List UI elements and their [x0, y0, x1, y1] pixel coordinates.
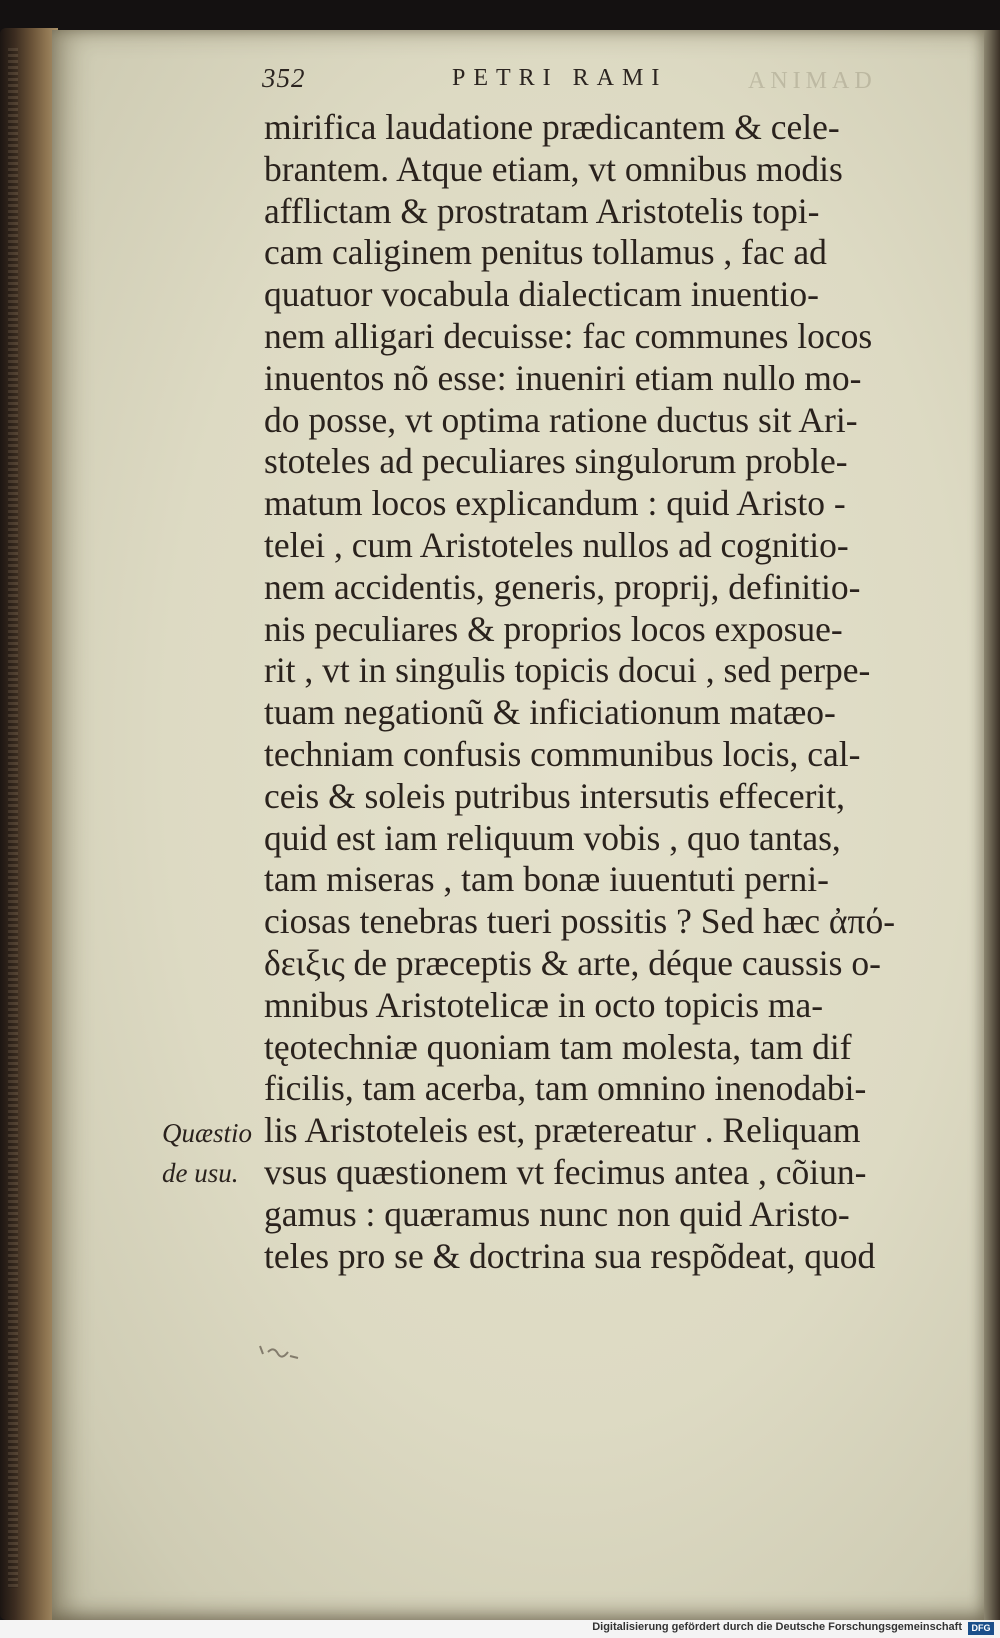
text-line: telei , cum Aristoteles nullos ad cognitio-	[264, 524, 849, 565]
text-line: stoteles ad peculiares singulorum proble-	[264, 441, 848, 482]
footer-credit: Digitalisierung gefördert durch die Deutsche Forschungsgemeinschaft	[592, 1621, 962, 1633]
book-spine-edge	[0, 28, 58, 1620]
text-line: techniam confusis communibus locis, cal-	[264, 733, 861, 774]
scan-top-border	[0, 0, 1000, 32]
text-line: matum locos explicandum : quid Aristo -	[264, 483, 846, 524]
ink-blot-mark	[256, 1340, 304, 1364]
page-number: 352	[262, 63, 306, 93]
show-through-text: ANIMAD	[748, 68, 877, 94]
text-line: ceis & soleis putribus intersutis effecerit,	[264, 775, 846, 816]
text-line: vsus quæstionem vt fecimus antea , cõiun-	[264, 1151, 867, 1192]
text-line: quid est iam reliquum vobis , quo tantas,	[264, 817, 841, 858]
running-head	[262, 63, 902, 103]
text-line: brantem. Atque etiam, vt omnibus modis	[264, 148, 843, 189]
marginal-note-line: de usu.	[162, 1158, 239, 1188]
text-line: cam caliginem penitus tollamus , fac ad	[264, 232, 827, 273]
digitization-footer	[0, 1620, 1000, 1638]
body-text	[264, 107, 904, 1277]
text-line: afflictam & prostratam Aristotelis topi-	[264, 190, 820, 231]
text-line: tuam negationũ & inficiationum matæo-	[264, 692, 836, 733]
text-line: ficilis, tam acerba, tam omnino inenodabi-	[264, 1068, 867, 1109]
dfg-logo: DFG	[968, 1622, 994, 1635]
text-line: inuentos nõ esse: inueniri etiam nullo mo-	[264, 357, 862, 398]
text-line: mnibus Aristotelicæ in octo topicis ma-	[264, 984, 824, 1025]
text-line: nem alligari decuisse: fac communes locos	[264, 315, 873, 356]
page-right-edge	[984, 30, 1000, 1620]
text-line: do posse, vt optima ratione ductus sit Ari-	[264, 399, 858, 440]
text-line: quatuor vocabula dialecticam inuentio-	[264, 274, 819, 315]
text-line: tam miseras , tam bonæ iuuentuti perni-	[264, 859, 829, 900]
text-line: nem accidentis, generis, proprij, definitio-	[264, 566, 861, 607]
text-line: rit , vt in singulis topicis docui , sed perpe-	[264, 650, 871, 691]
text-line: gamus : quæramus nunc non quid Aristo-	[264, 1193, 850, 1234]
marginal-note	[162, 1113, 260, 1193]
running-title: PETRI RAMI	[452, 65, 668, 91]
marginal-note-line: Quæstio	[162, 1118, 253, 1148]
text-line: nis peculiares & proprios locos exposue-	[264, 608, 843, 649]
text-line: ciosas tenebras tueri possitis ? Sed hæc ἀπό-	[264, 901, 896, 942]
text-line: mirifica laudatione prædicantem & cele-	[264, 107, 840, 147]
text-line: tęotechniæ quoniam tam molesta, tam dif	[264, 1026, 852, 1067]
text-line: lis Aristoteleis est, prætereatur . Reliquam	[264, 1110, 861, 1151]
text-line: δειξις de præceptis & arte, déque caussis o-	[264, 942, 881, 983]
text-line: teles pro se & doctrina sua respõdeat, quod	[264, 1235, 876, 1276]
